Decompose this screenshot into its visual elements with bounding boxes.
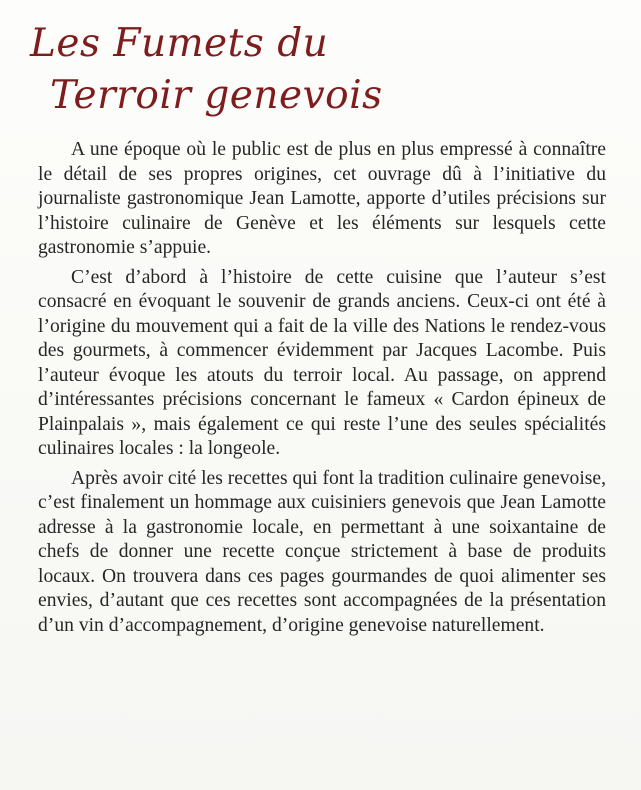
title-line-1: Les Fumets du	[30, 21, 329, 66]
article-body	[38, 138, 606, 643]
paragraph-2: C’est d’abord à l’histoire de cette cuisine que l’auteur s’est consacré en évoquant le souvenir de grands anciens. Ceux-ci ont été à l’origine du mouvement qui a fait de la ville des Nations le rendez-vous des gourmets, à commencer évidemment par Jacques Lacombe. Puis l’auteur évoque les atouts du terroir local. Au passage, on apprend d’intéressantes précisions concernant le fameux « Cardon épineux de Plainpalais », mais également ce qui reste l’une des seules spécialités culinaires locales : la longeole.	[38, 266, 606, 459]
paragraph-3: Après avoir cité les recettes qui font la tradition culinaire genevoise, c’est finalement un hommage aux cuisiniers genevois que Jean Lamotte adresse à la gastronomie locale, en permettant à une soixantaine de chefs de donner une recette conçue strictement à base de produits locaux. On trouvera dans ces pages gourmandes de quoi alimenter ses envies, d’autant que ces recettes sont accompagnées de la présentation d’un vin d’accompagnement, d’origine genevoise naturellement.	[38, 467, 606, 636]
document-title	[30, 18, 450, 122]
paragraph-1: A une époque où le public est de plus en plus empressé à connaître le détail de ses propres origines, cet ouvrage dû à l’initiative du journaliste gastronomique Jean Lamotte, apporte d’utiles précisions sur l’histoire culinaire de Genève et les éléments sur lesquels cette gastronomie s’appuie.	[38, 139, 606, 258]
title-line-2: Terroir genevois	[50, 73, 383, 118]
